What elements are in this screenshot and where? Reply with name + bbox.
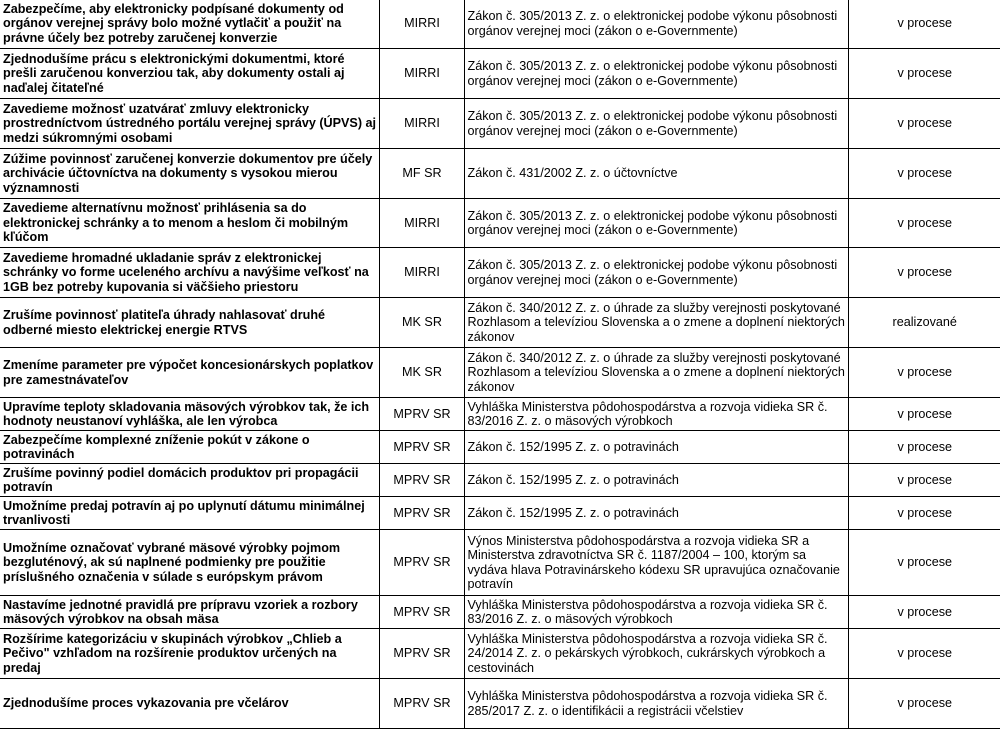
measure-cell: Zavedieme alternatívnu možnosť prihlásenia sa do elektronickej schránky a to menom a heslom či mobilným kľúčom [0, 199, 379, 248]
status-cell: v procese [848, 199, 1000, 248]
law-cell: Zákon č. 152/1995 Z. z. o potravinách [464, 431, 848, 464]
measure-cell: Zavedieme hromadné ukladanie správ z elektronickej schránky vo forme uceleného archívu a navýšime veľkosť na 1GB bez potreby kupovania si väčšieho priestoru [0, 248, 379, 298]
measure-cell: Zrušíme povinný podiel domácich produktov pri propagácii potravín [0, 464, 379, 497]
status-cell: v procese [848, 398, 1000, 431]
institution-cell: MPRV SR [379, 530, 464, 596]
measure-cell: Zmeníme parameter pre výpočet koncesionárskych poplatkov pre zamestnávateľov [0, 348, 379, 398]
institution-cell: MPRV SR [379, 629, 464, 679]
institution-cell: MIRRI [379, 0, 464, 49]
measure-cell: Zrušíme povinnosť platiteľa úhrady nahlasovať druhé odberné miesto elektrickej energie RTVS [0, 298, 379, 348]
status-cell: realizované [848, 298, 1000, 348]
institution-cell: MF SR [379, 149, 464, 199]
law-cell: Zákon č. 152/1995 Z. z. o potravinách [464, 497, 848, 530]
table-row [0, 679, 1000, 729]
law-cell: Vyhláška Ministerstva pôdohospodárstva a rozvoja vidieka SR č. 83/2016 Z. z. o mäsových výrobkoch [464, 596, 848, 629]
law-cell: Zákon č. 152/1995 Z. z. o potravinách [464, 464, 848, 497]
measure-cell: Umožníme predaj potravín aj po uplynutí dátumu minimálnej trvanlivosti [0, 497, 379, 530]
status-cell: v procese [848, 248, 1000, 298]
institution-cell: MPRV SR [379, 596, 464, 629]
status-cell: v procese [848, 431, 1000, 464]
law-cell: Výnos Ministerstva pôdohospodárstva a rozvoja vidieka SR a Ministerstva zdravotníctva SR č. 1187/2004 – 100, ktorým sa vydáva hlava Potravinárskeho kódexu SR upravujúca označovanie potravín [464, 530, 848, 596]
law-cell: Zákon č. 431/2002 Z. z. o účtovníctve [464, 149, 848, 199]
institution-cell: MK SR [379, 298, 464, 348]
measure-cell: Zúžime povinnosť zaručenej konverzie dokumentov pre účely archivácie účtovníctva na dokumenty s vysokou mierou významnosti [0, 149, 379, 199]
institution-cell: MPRV SR [379, 398, 464, 431]
status-cell: v procese [848, 348, 1000, 398]
status-cell: v procese [848, 49, 1000, 99]
institution-cell: MIRRI [379, 199, 464, 248]
measure-cell: Zabezpečíme, aby elektronicky podpísané dokumenty od orgánov verejnej správy bolo možné vytlačiť a použiť na právne účely bez potreby zaručenej konverzie [0, 0, 379, 49]
measure-cell: Rozšírime kategorizáciu v skupinách výrobkov „Chlieb a Pečivo" vzhľadom na rozšírenie produktov určených na predaj [0, 629, 379, 679]
table-row [0, 629, 1000, 679]
measure-cell: Zjednodušíme proces vykazovania pre včelárov [0, 679, 379, 729]
institution-cell: MPRV SR [379, 431, 464, 464]
table-row [0, 596, 1000, 629]
law-cell: Vyhláška Ministerstva pôdohospodárstva a rozvoja vidieka SR č. 285/2017 Z. z. o identifikácii a registrácii včelstiev [464, 679, 848, 729]
law-cell: Vyhláška Ministerstva pôdohospodárstva a rozvoja vidieka SR č. 24/2014 Z. z. o pekárskych výrobkoch, cukrárskych výrobkoch a cestovinách [464, 629, 848, 679]
institution-cell: MK SR [379, 348, 464, 398]
table-row [0, 298, 1000, 348]
status-cell: v procese [848, 497, 1000, 530]
institution-cell: MPRV SR [379, 497, 464, 530]
measure-cell: Upravíme teploty skladovania mäsových výrobkov tak, že ich hodnoty neustanoví vyhláška, ale len výrobca [0, 398, 379, 431]
measure-cell: Zjednodušíme prácu s elektronickými dokumentmi, ktoré prešli zaručenou konverziou tak, aby dokumenty ostali aj naďalej čitateľné [0, 49, 379, 99]
measure-cell: Zavedieme možnosť uzatvárať zmluvy elektronicky prostredníctvom ústredného portálu verejnej správy (ÚPVS) aj medzi súkromnými osobami [0, 99, 379, 149]
table-row [0, 199, 1000, 248]
status-cell: v procese [848, 629, 1000, 679]
table-row [0, 348, 1000, 398]
law-cell: Vyhláška Ministerstva pôdohospodárstva a rozvoja vidieka SR č. 83/2016 Z. z. o mäsových výrobkoch [464, 398, 848, 431]
table-row [0, 464, 1000, 497]
status-cell: v procese [848, 596, 1000, 629]
status-cell: v procese [848, 0, 1000, 49]
law-cell: Zákon č. 305/2013 Z. z. o elektronickej podobe výkonu pôsobnosti orgánov verejnej moci (zákon o e-Governmente) [464, 49, 848, 99]
status-cell: v procese [848, 99, 1000, 149]
table-row [0, 248, 1000, 298]
law-cell: Zákon č. 340/2012 Z. z. o úhrade za služby verejnosti poskytované Rozhlasom a televíziou Slovenska a o zmene a doplnení niektorých zákonov [464, 348, 848, 398]
measure-cell: Nastavíme jednotné pravidlá pre prípravu vzoriek a rozbory mäsových výrobkov na obsah mäsa [0, 596, 379, 629]
institution-cell: MPRV SR [379, 679, 464, 729]
table-row [0, 0, 1000, 49]
measure-cell: Zabezpečíme komplexné zníženie pokút v zákone o potravinách [0, 431, 379, 464]
table-row [0, 49, 1000, 99]
table-row [0, 431, 1000, 464]
law-cell: Zákon č. 305/2013 Z. z. o elektronickej podobe výkonu pôsobnosti orgánov verejnej moci (zákon o e-Governmente) [464, 248, 848, 298]
status-cell: v procese [848, 679, 1000, 729]
institution-cell: MPRV SR [379, 464, 464, 497]
measure-cell: Umožníme označovať vybrané mäsové výrobky pojmom bezgluténový, ak sú naplnené podmienky pre použitie príslušného označenia v súlade s európskym právom [0, 530, 379, 596]
table-row [0, 99, 1000, 149]
status-cell: v procese [848, 149, 1000, 199]
law-cell: Zákon č. 305/2013 Z. z. o elektronickej podobe výkonu pôsobnosti orgánov verejnej moci (zákon o e-Governmente) [464, 0, 848, 49]
status-cell: v procese [848, 530, 1000, 596]
law-cell: Zákon č. 305/2013 Z. z. o elektronickej podobe výkonu pôsobnosti orgánov verejnej moci (zákon o e-Governmente) [464, 99, 848, 149]
institution-cell: MIRRI [379, 49, 464, 99]
law-cell: Zákon č. 305/2013 Z. z. o elektronickej podobe výkonu pôsobnosti orgánov verejnej moci (zákon o e-Governmente) [464, 199, 848, 248]
table-row [0, 497, 1000, 530]
institution-cell: MIRRI [379, 248, 464, 298]
table-row [0, 398, 1000, 431]
table-row [0, 149, 1000, 199]
institution-cell: MIRRI [379, 99, 464, 149]
law-cell: Zákon č. 340/2012 Z. z. o úhrade za služby verejnosti poskytované Rozhlasom a televíziou Slovenska a o zmene a doplnení niektorých zákonov [464, 298, 848, 348]
table-row [0, 530, 1000, 596]
status-cell: v procese [848, 464, 1000, 497]
